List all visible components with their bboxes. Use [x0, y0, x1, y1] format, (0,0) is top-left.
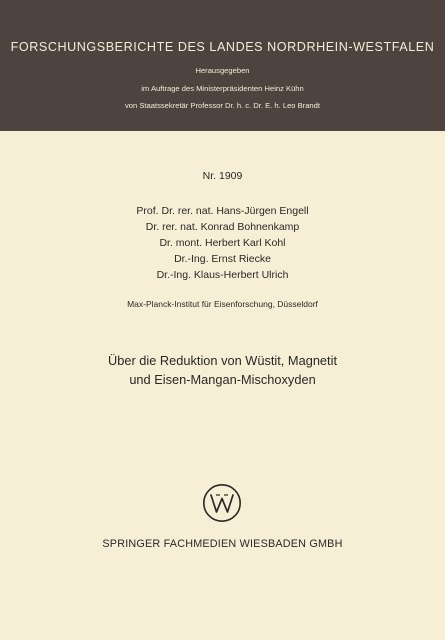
author-name: Dr.-Ing. Ernst Riecke: [174, 253, 271, 265]
author-name: Dr. rer. nat. Konrad Bohnenkamp: [145, 221, 300, 233]
report-number: Nr. 1909: [202, 170, 243, 182]
author-name: Dr.-Ing. Klaus-Herbert Ulrich: [156, 269, 289, 281]
secretary-line: von Staatssekretär Professor Dr. h. c. Dr. E. h. Leo Brandt: [125, 101, 320, 110]
title-line-1: Über die Reduktion von Wüstit, Magnetit: [107, 353, 338, 368]
author-name: Prof. Dr. rer. nat. Hans-Jürgen Engell: [136, 205, 309, 217]
institute: Max-Planck-Institut für Eisenforschung, Düsseldorf: [127, 299, 318, 309]
title-line-2: und Eisen-Mangan-Mischoxyden: [129, 372, 316, 387]
header-band: [0, 0, 445, 131]
editor-label: Herausgegeben: [195, 66, 250, 75]
commission-line: im Auftrage des Ministerpräsidenten Heinz Kühn: [141, 84, 304, 93]
series-title: FORSCHUNGSBERICHTE DES LANDES NORDRHEIN-WESTFALEN: [10, 40, 435, 54]
book-title: [0, 351, 445, 389]
author-name: Dr. mont. Herbert Karl Kohl: [159, 237, 286, 249]
w-circle-logo: [202, 483, 242, 523]
author-list: [0, 203, 445, 283]
publisher: SPRINGER FACHMEDIEN WIESBADEN GMBH: [102, 538, 343, 550]
